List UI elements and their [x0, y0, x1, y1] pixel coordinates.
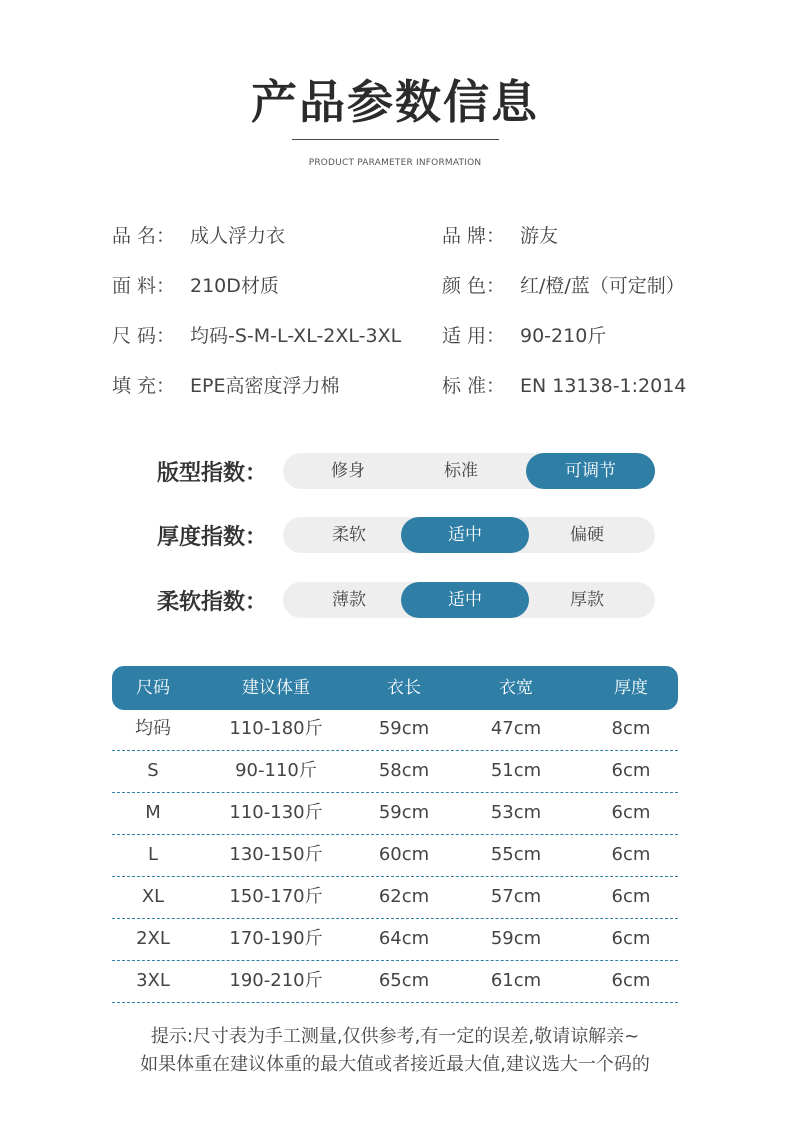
table-cell: 62cm [378, 886, 430, 907]
gauge-option: 柔软 [332, 525, 366, 545]
gauge-thickness-label: 厚度指数： [157, 525, 268, 550]
table-cell: L [147, 844, 159, 865]
column-header-length: 衣长 [387, 678, 421, 698]
title-divider [292, 139, 499, 140]
spec-value: 红/橙/蓝（可定制） [520, 275, 685, 297]
spec-label: 填 充： [112, 375, 176, 397]
table-cell: 59cm [490, 928, 542, 949]
gauge-softness-label: 柔软指数： [157, 590, 268, 615]
gauge-option: 偏硬 [570, 525, 604, 545]
spec-filling [112, 371, 339, 398]
spec-label: 品 牌： [442, 225, 506, 247]
table-cell: 110-180斤 [229, 718, 323, 739]
gauge-fit-label: 版型指数： [157, 461, 268, 486]
table-cell: 64cm [378, 928, 430, 949]
column-header-thickness: 厚度 [614, 678, 648, 698]
table-cell: 55cm [490, 844, 542, 865]
spec-label: 适 用： [442, 325, 506, 347]
spec-label: 面 料： [112, 275, 176, 297]
table-cell: 均码 [135, 718, 171, 739]
size-table-header [112, 666, 678, 710]
table-cell: 61cm [490, 970, 542, 991]
spec-weight-range [442, 321, 606, 348]
table-row [112, 834, 678, 877]
gauge-softness [283, 582, 655, 618]
gauge-option-selected: 适中 [401, 517, 529, 553]
page-title: 产品参数信息 [251, 75, 539, 129]
spec-value: 90-210斤 [520, 325, 607, 347]
table-cell: 90-110斤 [235, 760, 317, 781]
spec-label: 标 准： [442, 375, 506, 397]
table-cell: 190-210斤 [229, 970, 323, 991]
measurement-note: 提示:尺寸表为手工测量,仅供参考,有一定的误差,敬请谅解亲~ [150, 1026, 640, 1047]
gauge-option-selected: 可调节 [526, 453, 655, 489]
spec-value: 游友 [520, 225, 559, 247]
table-cell: 58cm [378, 760, 430, 781]
table-cell: 170-190斤 [229, 928, 323, 949]
gauge-option-selected: 适中 [401, 582, 529, 618]
column-header-weight: 建议体重 [242, 678, 310, 698]
table-cell: 59cm [378, 802, 430, 823]
sizing-advice-note: 如果体重在建议体重的最大值或者接近最大值,建议选大一个码的 [140, 1054, 650, 1075]
spec-value: EPE高密度浮力棉 [190, 375, 340, 397]
gauge-fit [283, 453, 655, 489]
spec-standard [442, 371, 686, 398]
table-cell: 6cm [611, 802, 651, 823]
spec-label: 品 名： [112, 225, 176, 247]
table-cell: 60cm [378, 844, 430, 865]
table-cell: 6cm [611, 844, 651, 865]
table-row [112, 960, 678, 1003]
column-header-width: 衣宽 [499, 678, 533, 698]
spec-color [442, 271, 685, 298]
table-cell: 6cm [611, 928, 651, 949]
table-cell: 57cm [490, 886, 542, 907]
spec-value: 210D材质 [190, 275, 279, 297]
table-cell: 6cm [611, 760, 651, 781]
table-cell: 65cm [378, 970, 430, 991]
table-cell: M [145, 802, 161, 823]
spec-name [112, 221, 285, 248]
table-cell: 6cm [611, 886, 651, 907]
table-cell: 130-150斤 [229, 844, 323, 865]
table-cell: 53cm [490, 802, 542, 823]
table-row [112, 918, 678, 961]
table-cell: 59cm [378, 718, 430, 739]
gauge-option: 修身 [331, 461, 365, 481]
table-row [112, 792, 678, 835]
spec-value: 均码-S-M-L-XL-2XL-3XL [190, 325, 402, 347]
table-cell: 3XL [136, 970, 170, 991]
column-header-size: 尺码 [136, 678, 170, 698]
spec-value: 成人浮力衣 [190, 225, 286, 247]
gauge-option: 标准 [444, 461, 478, 481]
table-row [112, 708, 678, 751]
spec-label: 颜 色： [442, 275, 506, 297]
table-cell: XL [141, 886, 165, 907]
table-row [112, 876, 678, 919]
spec-brand [442, 221, 558, 248]
gauge-option: 厚款 [570, 590, 604, 610]
table-cell: 150-170斤 [229, 886, 323, 907]
spec-fabric [112, 271, 279, 298]
page-subtitle: PRODUCT PARAMETER INFORMATION [308, 158, 482, 168]
table-cell: 6cm [611, 970, 651, 991]
table-cell: S [147, 760, 159, 781]
spec-value: EN 13138-1:2014 [520, 375, 687, 397]
table-cell: 2XL [136, 928, 170, 949]
table-cell: 51cm [490, 760, 542, 781]
table-cell: 110-130斤 [229, 802, 323, 823]
table-row [112, 750, 678, 793]
table-cell: 8cm [611, 718, 651, 739]
spec-label: 尺 码： [112, 325, 176, 347]
table-cell: 47cm [490, 718, 542, 739]
gauge-option: 薄款 [332, 590, 366, 610]
gauge-thickness [283, 517, 655, 553]
spec-size [112, 321, 401, 348]
